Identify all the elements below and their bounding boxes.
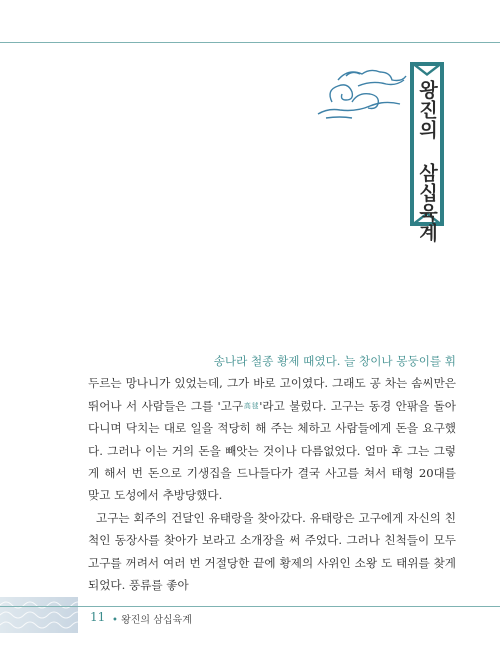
footer-rule (0, 606, 500, 607)
footer-ornament (0, 597, 78, 633)
hanja-gloss: 高毬 (243, 401, 260, 410)
running-footer (112, 611, 192, 626)
header-rule (0, 42, 500, 43)
footer-bullet: • (112, 615, 118, 626)
body-text (88, 350, 456, 596)
paragraph (88, 372, 456, 506)
wave-pattern-icon (0, 597, 78, 633)
lead-line: 송나라 철종 황제 때였다. 늘 창이나 몽둥이를 휘 (213, 354, 456, 368)
paragraph-text: '라고 불렀다. 고구는 동경 안팎을 돌아다니며 닥치는 대로 일을 적당히 해 주는 체하고 사람들에게 돈을 요구했다. 그러나 이는 거의 돈을 빼앗는 것이나 다름없었다. 얼마 후 그는 그렇게 해서 번 돈으로 기생집을 드나들다가 결국 사고를 쳐서 태형 20대를 맞고 도성에서 추방당했다. (88, 398, 457, 503)
paragraph-text: 두르는 망나니가 있었는데, 그가 바로 고이였다. 그래도 공 차는 솜씨만은 뛰어나 서 사람들은 그를 '고구 (88, 376, 456, 413)
paragraph: 고구는 회주의 건달인 유태랑을 찾아갔다. 유태랑은 고구에게 자신의 친척인 동장사를 찾아가 보라고 소개장을 써 주었다. 그러나 친척들이 모두 고구를 꺼려서 여러 번 거절당한 끝에 황제의 사위인 소왕 도 태위를 찾게 되었다. 풍류를 좋아 (88, 510, 456, 593)
footer-book-title: 왕진의 삼십육계 (121, 615, 192, 626)
chapter-title: 왕진의 삼십육계 (416, 80, 438, 243)
page-number: 11 (90, 610, 106, 624)
cloud-ornament-icon (298, 62, 408, 122)
